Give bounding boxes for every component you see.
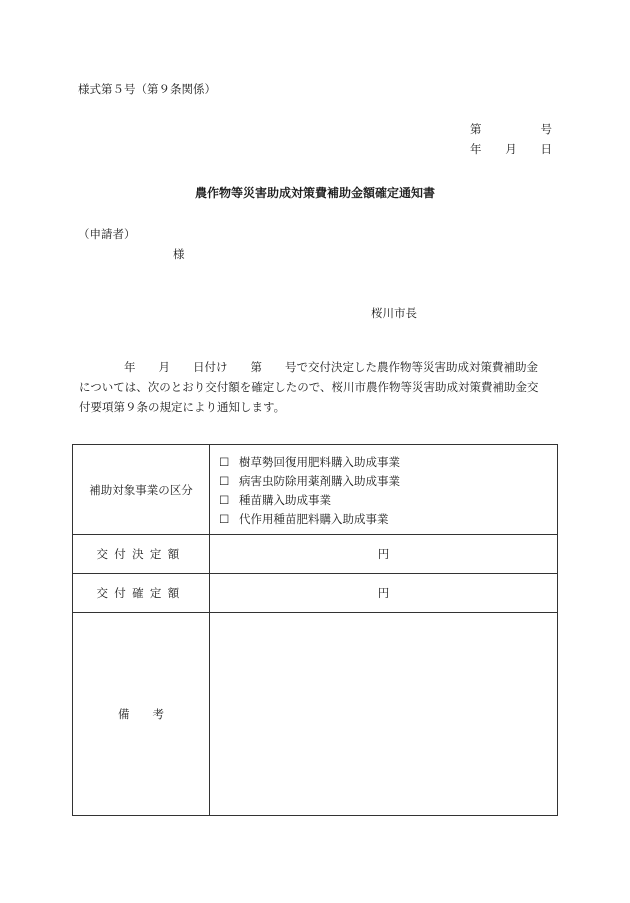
confirmed-amount-label: 交付確定額: [96, 586, 186, 600]
date-year: 年: [470, 142, 482, 156]
document-title: 農作物等災害助成対策費補助金額確定通知書: [194, 186, 435, 200]
category-option: [219, 472, 557, 491]
remarks-field[interactable]: [210, 613, 558, 816]
doc-number-prefix: 第: [470, 122, 482, 136]
yen-unit: 円: [377, 586, 390, 600]
decided-amount-label: 交付決定額: [96, 547, 186, 561]
decided-amount-field[interactable]: [210, 535, 558, 574]
category-label: 補助対象事業の区分: [73, 445, 210, 535]
form-table: [72, 444, 558, 816]
remarks-row: [73, 613, 558, 816]
body-line: 年 月 日付け 第 号で交付決定した農作物等災害助成対策費補助金: [124, 360, 538, 374]
document-number: [470, 121, 552, 137]
category-option-label: 種苗購入助成事業: [239, 492, 331, 507]
remarks-label: 備 考: [73, 613, 210, 816]
body-line: については、次のとおり交付額を確定したので、桜川市農作物等災害助成対策費補助金交: [79, 380, 539, 394]
category-option-label: 代作用種苗肥料購入助成事業: [239, 511, 389, 526]
checkbox-icon[interactable]: ☐: [219, 492, 230, 507]
body-text: [79, 357, 552, 417]
issuer: 桜川市長: [371, 306, 417, 320]
checkbox-icon[interactable]: ☐: [219, 454, 230, 469]
honorific: 様: [173, 247, 185, 261]
applicant-label: （申請者）: [78, 227, 136, 241]
yen-unit: 円: [377, 547, 390, 561]
confirmed-amount-field[interactable]: [210, 574, 558, 613]
category-option-label: 病害虫防除用薬剤購入助成事業: [239, 473, 400, 488]
date-month: 月: [505, 142, 517, 156]
doc-number-suffix: 号: [540, 122, 552, 136]
category-option: [219, 510, 557, 529]
category-option-label: 樹草勢回復用肥料購入助成事業: [239, 454, 400, 469]
body-line: 付要項第９条の規定により通知します。: [79, 400, 286, 414]
checkbox-icon[interactable]: ☐: [219, 511, 230, 526]
checkbox-icon[interactable]: ☐: [219, 473, 230, 488]
document-date: [470, 141, 552, 157]
decided-amount-row: [73, 535, 558, 574]
category-option: [219, 453, 557, 472]
category-row: [73, 445, 558, 535]
date-day: 日: [540, 142, 552, 156]
category-options: [210, 445, 558, 535]
form-id: 様式第５号（第９条関係）: [78, 82, 216, 96]
confirmed-amount-row: [73, 574, 558, 613]
category-option: [219, 491, 557, 510]
